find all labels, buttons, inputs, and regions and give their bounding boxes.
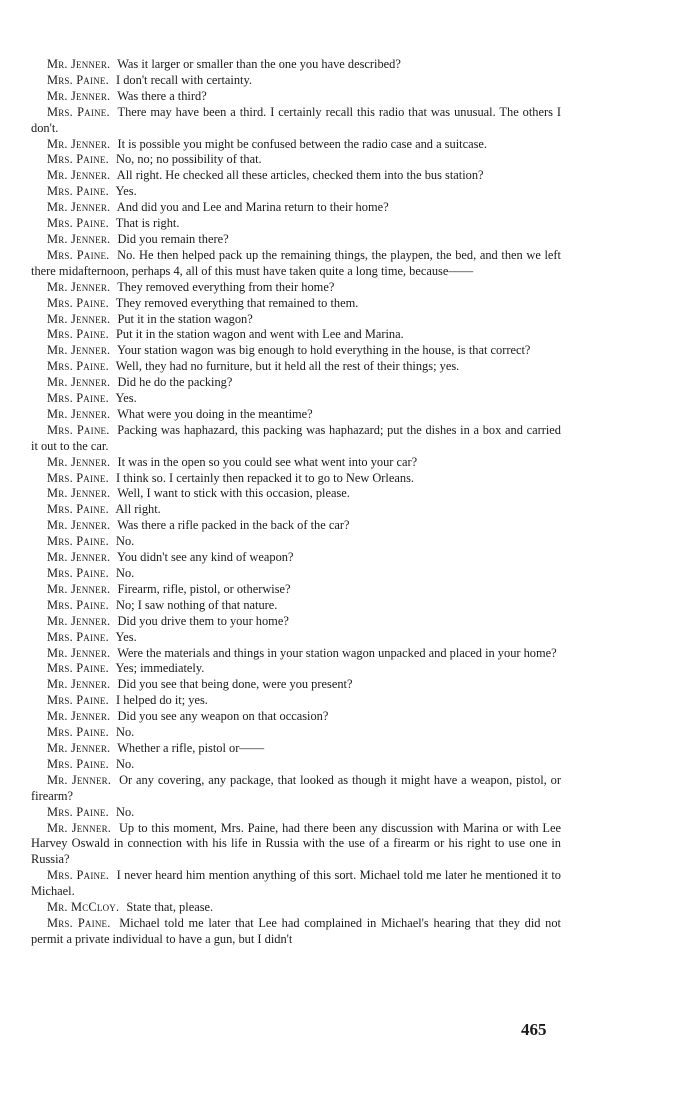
speech-text: No. <box>116 566 135 580</box>
speech-text: No; I saw nothing of that nature. <box>116 597 278 612</box>
speech-text: There may have been a third. I certainly recall this radio that was unusual. The others I don't. <box>31 104 562 135</box>
speaker-label: Mrs. Paine. <box>47 72 109 87</box>
speaker-label: Mr. Jenner. <box>47 550 111 565</box>
speaker-label: Mr. Jenner. <box>47 375 111 390</box>
transcript-paragraph <box>31 359 561 375</box>
speech-text: Was it larger or smaller than the one you have described? <box>117 57 401 71</box>
transcript-paragraph <box>31 200 561 216</box>
speech-text: Was there a rifle packed in the back of the car? <box>117 518 350 533</box>
transcript-paragraph <box>31 184 561 200</box>
speaker-label: Mr. Jenner. <box>47 645 111 660</box>
transcript-paragraph <box>31 661 561 677</box>
transcript-paragraph <box>31 248 561 280</box>
speech-text: Did you see any weapon on that occasion? <box>117 709 329 724</box>
transcript-paragraph <box>31 518 561 534</box>
transcript-paragraph <box>31 773 561 805</box>
speech-text: Well, I want to stick with this occasion, please. <box>117 486 350 501</box>
speech-text: Did you drive them to your home? <box>117 613 289 628</box>
speaker-label: Mrs. Paine. <box>47 629 109 644</box>
speaker-label: Mr. Jenner. <box>47 406 111 421</box>
transcript-paragraph <box>31 152 561 168</box>
transcript-paragraph <box>31 391 561 407</box>
transcript-paragraph <box>31 709 561 725</box>
speech-text: Whether a rifle, pistol or—— <box>117 740 265 755</box>
transcript-paragraph <box>31 73 561 89</box>
speaker-label: Mrs. Paine. <box>47 756 109 771</box>
speaker-label: Mr. Jenner. <box>47 136 111 151</box>
speech-text: Put it in the station wagon and went with Lee and Marina. <box>116 327 404 342</box>
transcript-paragraph <box>31 502 561 518</box>
speech-text: I think so. I certainly then repacked it to go to New Orleans. <box>116 470 414 485</box>
speaker-label: Mrs. Paine. <box>47 152 109 167</box>
transcript-paragraph <box>31 137 561 153</box>
speaker-label: Mr. Jenner. <box>47 311 111 326</box>
speech-text: Yes. <box>115 629 137 644</box>
speaker-label: Mrs. Paine. <box>47 915 111 930</box>
speech-text: I never heard him mention anything of this sort. Michael told me later he mentioned it to Michael. <box>31 868 561 899</box>
speaker-label: Mrs. Paine. <box>47 422 110 437</box>
transcript-paragraph <box>31 566 561 582</box>
speaker-label: Mr. Jenner. <box>47 772 112 787</box>
transcript-paragraph <box>31 725 561 741</box>
speaker-label: Mr. Jenner. <box>47 57 111 71</box>
speech-text: Yes; immediately. <box>115 661 205 676</box>
transcript-paragraph <box>31 900 561 916</box>
speaker-label: Mr. Jenner. <box>47 200 111 215</box>
speech-text: I helped do it; yes. <box>116 693 208 708</box>
transcript-paragraph <box>31 455 561 471</box>
speaker-label: Mr. Jenner. <box>47 486 111 501</box>
transcript-paragraph <box>31 805 561 821</box>
speaker-label: Mrs. Paine. <box>47 597 109 612</box>
speech-text: No. <box>116 725 135 740</box>
speaker-label: Mrs. Paine. <box>47 868 110 883</box>
transcript-paragraph <box>31 280 561 296</box>
speech-text: No. <box>116 756 135 771</box>
transcript-paragraph <box>31 916 561 948</box>
speech-text: Did you see that being done, were you present? <box>117 677 353 692</box>
speaker-label: Mr. Jenner. <box>47 343 111 358</box>
transcript-paragraph <box>31 89 561 105</box>
speaker-label: Mr. Jenner. <box>47 454 111 469</box>
transcript-paragraph <box>31 407 561 423</box>
speaker-label: Mrs. Paine. <box>47 359 109 374</box>
speech-text: No. He then helped pack up the remaining things, the playpen, the bed, and then we left there midafternoon, perhaps 4, all of this must have taken quite a long time, because—— <box>31 247 562 278</box>
transcript-paragraph <box>31 486 561 502</box>
speech-text: All right. <box>115 502 161 517</box>
transcript-paragraph <box>31 312 561 328</box>
speech-text: Firearm, rifle, pistol, or otherwise? <box>117 581 291 596</box>
speech-text: No. <box>116 804 135 819</box>
speech-text: Yes. <box>115 391 137 406</box>
transcript-paragraph <box>31 677 561 693</box>
transcript-paragraph <box>31 296 561 312</box>
speech-text: Packing was haphazard, this packing was haphazard; put the dishes in a box and carried it out to the car. <box>31 422 561 453</box>
transcript-paragraph <box>31 375 561 391</box>
speaker-label: Mrs. Paine. <box>47 104 110 119</box>
speaker-label: Mr. Jenner. <box>47 518 111 533</box>
transcript-body <box>31 57 561 948</box>
speech-text: I don't recall with certainty. <box>116 72 252 87</box>
transcript-paragraph <box>31 327 561 343</box>
transcript-paragraph <box>31 868 561 900</box>
speaker-label: Mr. Jenner. <box>47 279 111 294</box>
transcript-paragraph <box>31 423 561 455</box>
speech-text: That is right. <box>115 216 180 231</box>
speaker-label: Mrs. Paine. <box>47 216 109 231</box>
transcript-paragraph <box>31 757 561 773</box>
transcript-paragraph <box>31 471 561 487</box>
transcript-paragraph <box>31 216 561 232</box>
speech-text: Did you remain there? <box>117 231 229 246</box>
speaker-label: Mrs. Paine. <box>47 566 109 580</box>
transcript-paragraph <box>31 232 561 248</box>
speaker-label: Mr. Jenner. <box>47 709 111 724</box>
speech-text: Put it in the station wagon? <box>117 311 253 326</box>
speaker-label: Mrs. Paine. <box>47 661 109 676</box>
speaker-label: Mrs. Paine. <box>47 327 109 342</box>
transcript-paragraph <box>31 105 561 137</box>
speaker-label: Mrs. Paine. <box>47 470 109 485</box>
speech-text: You didn't see any kind of weapon? <box>116 550 294 565</box>
transcript-paragraph <box>31 630 561 646</box>
speaker-label: Mrs. Paine. <box>47 184 109 199</box>
speaker-label: Mrs. Paine. <box>47 295 109 310</box>
speaker-label: Mr. Jenner. <box>47 581 111 596</box>
speech-text: Your station wagon was big enough to hold everything in the house, is that correct? <box>116 343 531 358</box>
page-number: 465 <box>521 1020 547 1039</box>
speech-text: And did you and Lee and Marina return to their home? <box>116 200 389 215</box>
transcript-paragraph <box>31 534 561 550</box>
speech-text: They removed everything that remained to them. <box>115 295 359 310</box>
speaker-label: Mr. McCloy. <box>47 900 120 915</box>
speech-text: It is possible you might be confused between the radio case and a suitcase. <box>117 136 488 151</box>
transcript-paragraph <box>31 168 561 184</box>
speaker-label: Mrs. Paine. <box>47 693 109 708</box>
transcript-paragraph <box>31 741 561 757</box>
speech-text: They removed everything from their home? <box>117 279 335 294</box>
speaker-label: Mr. Jenner. <box>47 613 111 628</box>
transcript-paragraph <box>31 57 561 73</box>
speech-text: All right. He checked all these articles, checked them into the bus station? <box>116 168 484 183</box>
speech-text: Was there a third? <box>117 88 207 103</box>
speech-text: No. <box>116 534 135 549</box>
speech-text: Yes. <box>115 184 137 199</box>
speaker-label: Mr. Jenner. <box>47 231 111 246</box>
transcript-paragraph <box>31 598 561 614</box>
speaker-label: Mrs. Paine. <box>47 804 109 819</box>
speaker-label: Mr. Jenner. <box>47 820 112 835</box>
speech-text: It was in the open so you could see what went into your car? <box>117 454 418 469</box>
speaker-label: Mr. Jenner. <box>47 677 111 692</box>
transcript-paragraph <box>31 550 561 566</box>
speech-text: What were you doing in the meantime? <box>117 406 313 421</box>
speaker-label: Mrs. Paine. <box>47 247 110 262</box>
speaker-label: Mrs. Paine. <box>47 534 109 549</box>
speaker-label: Mrs. Paine. <box>47 502 109 517</box>
speaker-label: Mr. Jenner. <box>47 740 111 755</box>
speech-text: State that, please. <box>126 900 214 915</box>
speech-text: Were the materials and things in your station wagon unpacked and placed in your home? <box>117 645 557 660</box>
speech-text: Did he do the packing? <box>117 375 233 390</box>
speech-text: Well, they had no furniture, but it held all the rest of their things; yes. <box>115 359 460 374</box>
speaker-label: Mrs. Paine. <box>47 391 109 406</box>
speech-text: No, no; no possibility of that. <box>116 152 262 167</box>
speech-text: Up to this moment, Mrs. Paine, had there been any discussion with Marina or with Lee Harvey Oswald in connection with his life in Russia with the use of a firearm or his right to use one in Russia? <box>31 820 561 867</box>
speaker-label: Mr. Jenner. <box>47 168 111 183</box>
transcript-paragraph <box>31 646 561 662</box>
transcript-paragraph <box>31 821 561 869</box>
transcript-paragraph <box>31 693 561 709</box>
speaker-label: Mr. Jenner. <box>47 88 111 103</box>
transcript-paragraph <box>31 343 561 359</box>
speaker-label: Mrs. Paine. <box>47 725 109 740</box>
speech-text: Or any covering, any package, that looked as though it might have a weapon, pistol, or firearm? <box>31 772 561 803</box>
transcript-paragraph <box>31 582 561 598</box>
transcript-paragraph <box>31 614 561 630</box>
speech-text: Michael told me later that Lee had complained in Michael's hearing that they did not permit a private individual to have a gun, but I didn't <box>31 915 562 946</box>
